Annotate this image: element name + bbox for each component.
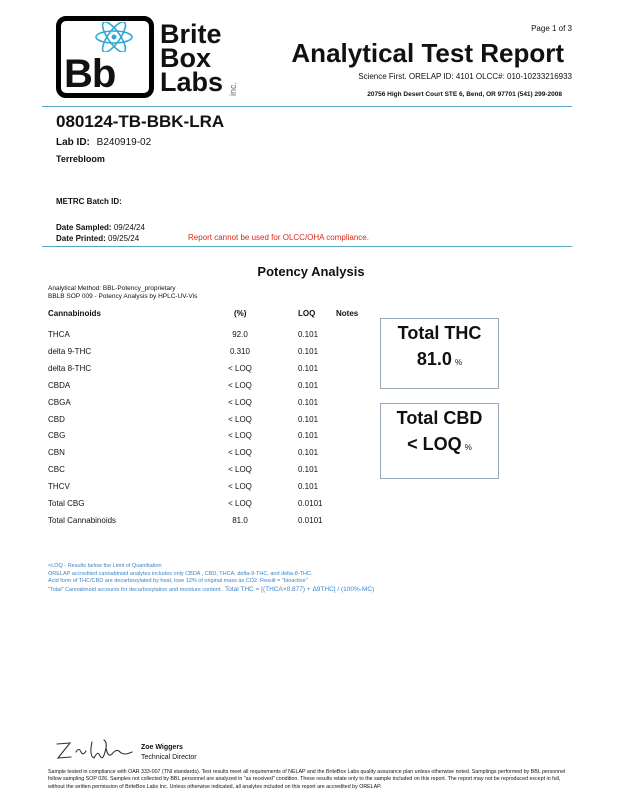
date-sampled-value: 09/24/24: [113, 223, 145, 232]
date-sampled-row: [56, 222, 145, 233]
date-printed-label: Date Printed:: [56, 234, 106, 243]
cannabinoid-percent: 0.310: [229, 346, 251, 356]
metrc-batch-label: METRC Batch ID:: [56, 197, 122, 206]
lab-id-label: Lab ID:: [56, 137, 90, 148]
total-cbd-unit: %: [464, 443, 472, 452]
cannabinoid-name: delta 8-THC: [48, 363, 92, 373]
col-header-notes: Notes: [336, 309, 359, 318]
cannabinoid-name: Total Cannabinoids: [48, 515, 117, 525]
note-total-text: "Total" Cannabinoid accounts for decarboxylation and moisture content.: [48, 586, 222, 593]
cannabinoid-loq: 0.101: [298, 414, 319, 424]
atom-icon: [92, 22, 136, 52]
cannabinoid-name: THCV: [48, 482, 70, 492]
cannabinoid-name: CBN: [48, 448, 65, 458]
total-thc-label: Total THC: [397, 323, 482, 343]
cannabinoid-loq: 0.101: [298, 346, 319, 356]
footer-disclaimer: Sample tested in compliance with OAR 333-007 (TNI standards). Test results meet all requirements of NELAP and the BriteBox Labs quality assurance plan unless otherwise noted. Samplings performed by BBL personnel follow sampling SOP 026. Samples not collected by BBL personnel are analyzed in "as received" condition. These results relate only to the sample included on this report. The report may not be reproduced except in full, without the written permission of BriteBox Labs Inc. Unless otherwise indicated, all analytes included on this report are accredited by ORELAP.: [48, 769, 566, 790]
note-accreditation: ORELAP accredited cannabinoid analytes includes only CBDA , CBD, THCA, delta-9-THC, and delta-8-THC.: [48, 570, 313, 577]
cannabinoid-loq: 0.101: [298, 397, 319, 407]
method-line: Analytical Method: BBL-Potency_proprietary: [48, 285, 176, 292]
logo-word-labs: Labs: [160, 67, 224, 97]
note-loq: <LOQ - Results below the Limit of Quantitation: [48, 563, 162, 569]
total-cbd-value: < LOQ: [407, 434, 462, 454]
cannabinoid-percent: < LOQ: [228, 397, 252, 407]
cannabinoid-percent: < LOQ: [228, 499, 252, 508]
cannabinoid-percent: < LOQ: [228, 380, 252, 390]
cannabinoid-loq: 0.101: [298, 482, 319, 492]
potency-title: Potency Analysis: [257, 264, 365, 279]
total-thc-box: [380, 318, 499, 389]
total-thc-unit: %: [454, 358, 463, 367]
cannabinoid-name: THCA: [48, 330, 70, 339]
cannabinoid-name: CBC: [48, 465, 65, 475]
date-printed-row: [56, 233, 145, 244]
method-notes: [48, 563, 374, 594]
note-decarboxylation: Acid form of THC/CBD are decarboxylated by heat, lose 12% of original mass as CO2. Result = "bioactive": [48, 578, 308, 584]
page-number: Page 1 of 3: [531, 24, 572, 33]
method-sop-line: BBLB SOP 009 - Potency Analysis by HPLC-UV-Vis: [48, 293, 198, 300]
cannabinoid-percent: < LOQ: [228, 465, 252, 475]
signer-name: Zoe Wiggers: [141, 744, 183, 751]
header-divider: [42, 106, 572, 107]
total-cbd-label: Total CBD: [396, 408, 483, 428]
lab-id: [56, 137, 151, 148]
logo-monogram: Bb: [64, 52, 116, 96]
cannabinoid-loq: 0.101: [298, 448, 319, 458]
total-cbd-value-row: [381, 434, 498, 455]
sample-divider: [42, 246, 572, 247]
col-header-percent: (%): [234, 309, 247, 318]
cannabinoid-loq: 0.101: [298, 431, 319, 441]
cannabinoid-percent: 92.0: [232, 330, 248, 339]
sample-id: 080124-TB-BBK-LRA: [56, 112, 225, 131]
logo-word-box: Box: [160, 43, 212, 73]
signature-image: [54, 738, 136, 764]
signer-title: Technical Director: [141, 754, 197, 761]
date-sampled-label: Date Sampled:: [56, 223, 112, 232]
lab-address: 20756 High Desert Court STE 6, Bend, OR 97701 (541) 299-2008: [367, 91, 562, 98]
lab-tagline: Science First. ORELAP ID: 4101 OLCC#: 010-10233216933: [358, 72, 572, 81]
note-total-formula: [48, 586, 374, 595]
total-thc-value: 81.0: [416, 349, 452, 369]
report-title: Analytical Test Report: [291, 38, 564, 68]
cannabinoid-name: CBGA: [48, 397, 71, 407]
compliance-warning: Report cannot be used for OLCC/OHA compliance.: [188, 233, 369, 242]
cannabinoid-percent: < LOQ: [228, 448, 252, 458]
cannabinoid-percent: < LOQ: [228, 431, 252, 441]
cannabinoid-percent: < LOQ: [228, 414, 252, 424]
logo-wordmark: [160, 19, 224, 97]
cannabinoid-percent: < LOQ: [228, 363, 252, 373]
cannabinoid-name: Total CBG: [48, 499, 85, 508]
analytical-method: [48, 285, 197, 301]
signer-block: [141, 743, 197, 763]
note-total-equation: Total THC = [(THCA×0.877) + Δ9THC] / (100%-MC): [224, 585, 375, 593]
cannabinoid-loq: 0.101: [298, 465, 319, 475]
col-header-cannabinoids: Cannabinoids: [48, 309, 101, 318]
total-cbd-box: [380, 403, 499, 479]
cannabinoid-loq: 0.0101: [298, 499, 323, 508]
cannabinoid-percent: < LOQ: [228, 482, 252, 492]
logo-word-brite: Brite: [160, 19, 222, 49]
col-header-loq: LOQ: [298, 309, 316, 318]
cannabinoid-percent: 81.0: [232, 515, 248, 525]
cannabinoid-loq: 0.101: [298, 330, 319, 339]
client-name: Terrebloom: [56, 154, 105, 164]
logo-suffix: inc.: [228, 81, 238, 96]
cannabinoid-name: CBG: [48, 431, 66, 441]
cannabinoid-loq: 0.0101: [298, 515, 323, 525]
cannabinoid-name: CBD: [48, 414, 65, 424]
cannabinoid-name: delta 9-THC: [48, 346, 92, 356]
cannabinoid-name: CBDA: [48, 380, 71, 390]
date-printed-value: 09/25/24: [108, 234, 140, 243]
total-thc-value-row: [381, 349, 498, 370]
sample-dates: [56, 222, 145, 244]
cannabinoid-loq: 0.101: [298, 363, 319, 373]
cannabinoid-loq: 0.101: [298, 380, 319, 390]
lab-id-value: B240919-02: [96, 137, 152, 148]
